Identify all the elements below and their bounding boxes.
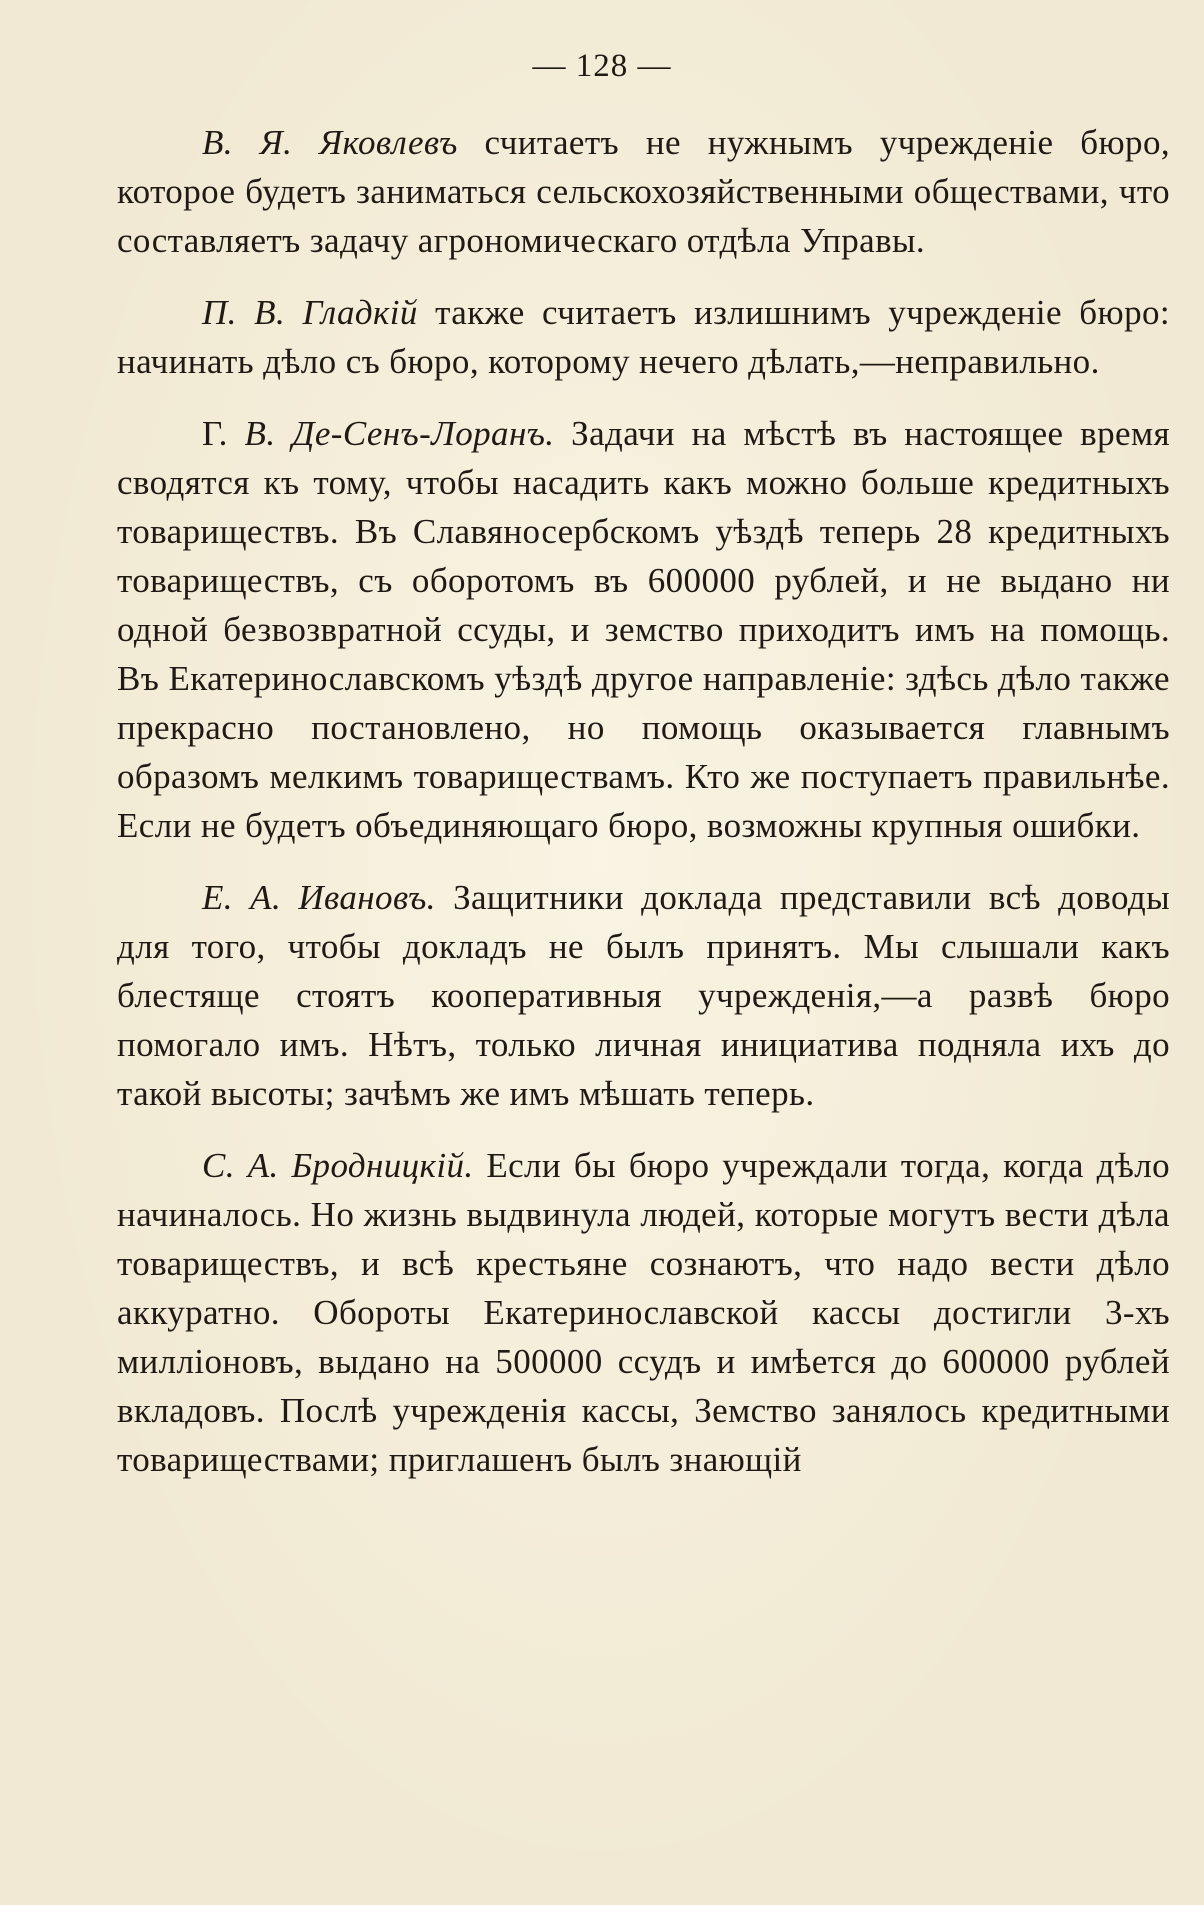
paragraph-brodnitskiy [117,1141,1170,1484]
paragraph-gladkiy [117,288,1170,386]
paragraph-de-sen-loran [117,409,1170,850]
speaker-name: С. А. Бродницкій. [202,1146,474,1185]
paragraph-text: считаетъ не нужнымъ учрежденіе бюро, которое будетъ заниматься сельскохозяйственными обществами, что составляетъ задачу агрономическаго отдѣла Управы. [117,123,1170,260]
paragraph-text: также считаетъ излишнимъ учрежденіе бюро: начинать дѣло съ бюро, которому нечего дѣлать,—неправильно. [117,293,1170,381]
main-text [117,118,1170,1507]
page-number: — 128 — [532,48,672,84]
speaker-name: В. Я. Яковлевъ [202,123,458,162]
speaker-name: В. Де-Сенъ-Лоранъ. [244,414,555,453]
speaker-prefix: Г. [202,414,245,453]
speaker-name: П. В. Гладкій [202,293,418,332]
paragraph-text: Если бы бюро учреждали тогда, когда дѣло начиналось. Но жизнь выдвинула людей, которые могутъ вести дѣла товариществъ, и всѣ крестьяне сознаютъ, что надо вести дѣло аккуратно. Обороты Екатеринославской кассы достигли 3-хъ милліоновъ, выдано на 500000 ссудъ и имѣется до 600000 рублей вкладовъ. Послѣ учрежденія кассы, Земство занялось кредитными товариществами; приглашенъ былъ знающій [117,1146,1171,1479]
speaker-name: Е. А. Ивановъ. [202,878,436,917]
paragraph-text: Защитники доклада представили всѣ доводы для того, чтобы докладъ не былъ принятъ. Мы слышали какъ блестяще стоятъ кооперативныя учрежденія,—а развѣ бюро помогало имъ. Нѣтъ, только личная инициатива подняла ихъ до такой высоты; зачѣмъ же имъ мѣшать теперь. [117,878,1170,1113]
paragraph-text: Задачи на мѣстѣ въ настоящее время сводятся къ тому, чтобы насадить какъ можно больше кредитныхъ товариществъ. Въ Славяносербскомъ уѣздѣ теперь 28 кредитныхъ товариществъ, съ оборотомъ въ 600000 рублей, и не выдано ни одной безвозвратной ссуды, и земство приходитъ имъ на помощь. Въ Екатеринославскомъ уѣздѣ другое направленіе: здѣсь дѣло также прекрасно постановлено, но помощь оказывается главнымъ образомъ мелкимъ товариществамъ. Кто же поступаетъ правильнѣе. Если не будетъ объединяющаго бюро, возможны крупныя ошибки. [117,414,1170,845]
paragraph-yakovlev [117,118,1170,265]
paragraph-ivanov [117,873,1170,1118]
